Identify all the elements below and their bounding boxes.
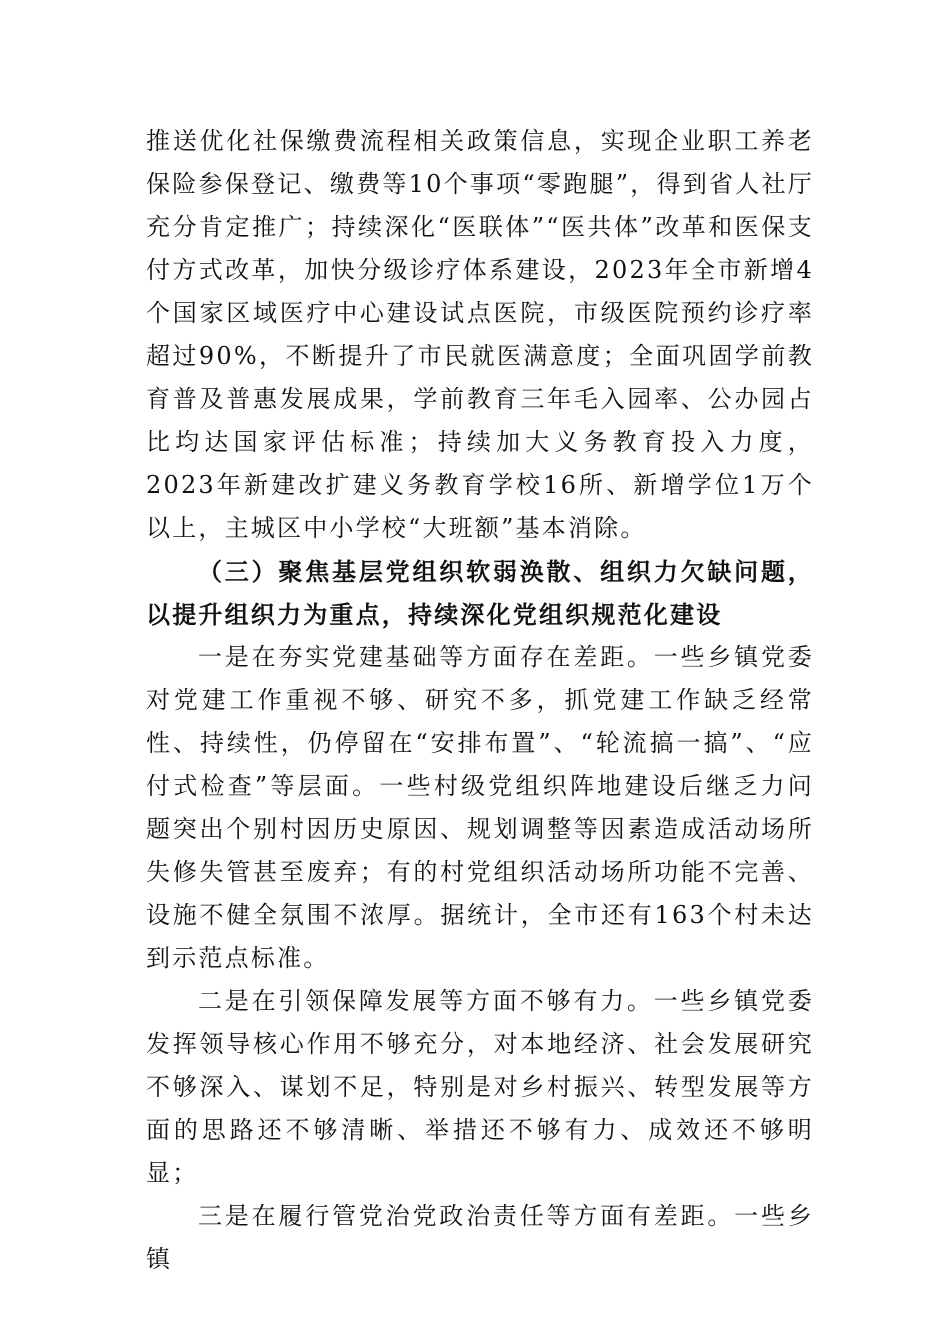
section-heading: （三）聚焦基层党组织软弱涣散、组织力欠缺问题，以提升组织力为重点，持续深化党组织规范化建设: [146, 557, 814, 629]
paragraph-three: 三是在履行管党治党政治责任等方面有差距。一些乡镇: [146, 1202, 814, 1273]
paragraph-continuation: 推送优化社保缴费流程相关政策信息，实现企业职工养老保险参保登记、缴费等10个事项“零跑腿”，得到省人社厅充分肯定推广；持续深化“医联体”“医共体”改革和医保支付方式改革，加快分级诊疗体系建设，2023年全市新增4个国家区域医疗中心建设试点医院，市级医院预约诊疗率超过90%，不断提升了市民就医满意度；全面巩固学前教育普及普惠发展成果，学前教育三年毛入园率、公办园占比均达国家评估标准；持续加大义务教育投入力度，2023年新建改扩建义务教育学校16所、新增学位1万个以上，主城区中小学校“大班额”基本消除。: [146, 127, 814, 542]
paragraph-two: 二是在引领保障发展等方面不够有力。一些乡镇党委发挥领导核心作用不够充分，对本地经济、社会发展研究不够深入、谋划不足，特别是对乡村振兴、转型发展等方面的思路还不够清晰、举措还不够有力、成效还不够明显；: [146, 987, 814, 1187]
paragraph-one: 一是在夯实党建基础等方面存在差距。一些乡镇党委对党建工作重视不够、研究不多，抓党建工作缺乏经常性、持续性，仍停留在“安排布置”、“轮流搞一搞”、“应付式检查”等层面。一些村级党组织阵地建设后继乏力问题突出个别村因历史原因、规划调整等因素造成活动场所失修失管甚至废弃；有的村党组织活动场所功能不完善、设施不健全氛围不浓厚。据统计，全市还有163个村未达到示范点标准。: [146, 643, 814, 972]
document-body: [146, 120, 814, 1281]
